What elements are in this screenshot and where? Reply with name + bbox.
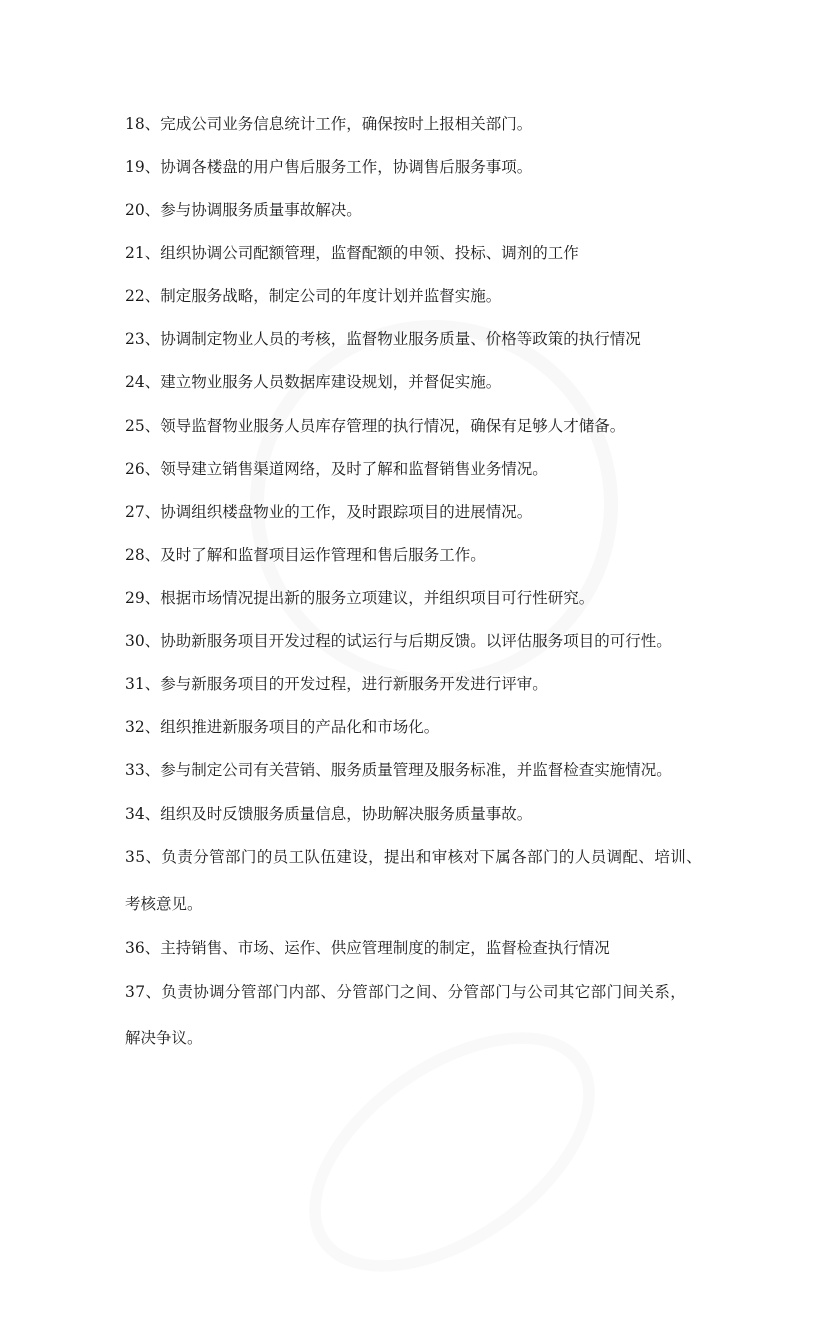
list-item-21: 21、组织协调公司配额管理，监督配额的申领、投标、调剂的工作 — [125, 244, 579, 262]
list-item-18: 18、完成公司业务信息统计工作，确保按时上报相关部门。 — [125, 115, 533, 133]
list-item-37: 37、负责协调分管部门内部、分管部门之间、分管部门与公司其它部门间关系， — [125, 983, 687, 1001]
list-item-33: 33、参与制定公司有关营销、服务质量管理及服务标准，并监督检查实施情况。 — [125, 761, 672, 779]
list-item-23: 23、协调制定物业人员的考核，监督物业服务质量、价格等政策的执行情况 — [125, 330, 641, 348]
list-item-35-continued: 考核意见。 — [125, 895, 203, 913]
list-item-22: 22、制定服务战略，制定公司的年度计划并监督实施。 — [125, 287, 502, 305]
list-item-31: 31、参与新服务项目的开发过程，进行新服务开发进行评审。 — [125, 675, 548, 693]
list-item-19: 19、协调各楼盘的用户售后服务工作，协调售后服务事项。 — [125, 158, 533, 176]
list-item-28: 28、及时了解和监督项目运作管理和售后服务工作。 — [125, 546, 486, 564]
list-item-27: 27、协调组织楼盘物业的工作，及时跟踪项目的进展情况。 — [125, 503, 533, 521]
list-item-29: 29、根据市场情况提出新的服务立项建议，并组织项目可行性研究。 — [125, 589, 595, 607]
list-item-35: 35、负责分管部门的员工队伍建设，提出和审核对下属各部门的人员调配、培训、 — [125, 848, 703, 866]
list-item-36: 36、主持销售、市场、运作、供应管理制度的制定，监督检查执行情况 — [125, 939, 610, 957]
list-item-34: 34、组织及时反馈服务质量信息，协助解决服务质量事故。 — [125, 805, 533, 823]
list-item-30: 30、协助新服务项目开发过程的试运行与后期反馈。以评估服务项目的可行性。 — [125, 632, 672, 650]
list-item-20: 20、参与协调服务质量事故解决。 — [125, 201, 362, 219]
list-item-24: 24、建立物业服务人员数据库建设规划，并督促实施。 — [125, 373, 502, 391]
list-item-37-continued: 解决争议。 — [125, 1029, 203, 1047]
list-item-26: 26、领导建立销售渠道网络，及时了解和监督销售业务情况。 — [125, 460, 548, 478]
list-item-32: 32、组织推进新服务项目的产品化和市场化。 — [125, 718, 440, 736]
list-item-25: 25、领导监督物业服务人员库存管理的执行情况，确保有足够人才储备。 — [125, 417, 626, 435]
